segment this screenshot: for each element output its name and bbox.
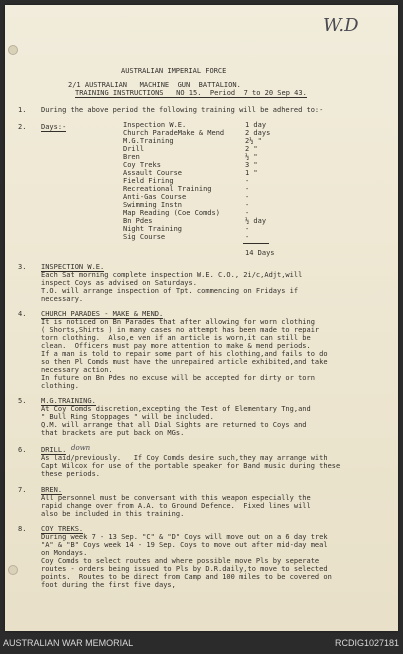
section-4-line: It is noticed on Bn Parades that after allowing for worn clothing [41, 318, 315, 326]
section-2-heading: Days:- [41, 123, 67, 131]
section-5-line: Q.M. will arrange that all Dial Sights are returned to Coys and [41, 421, 307, 429]
section-7-line: All personnel must be conversant with this weapon especially the [41, 494, 311, 502]
punch-hole-bottom [8, 565, 18, 575]
section-3-line: Each Sat morning complete inspection W.E. C.O., 2i/c,Adjt,will [41, 271, 303, 279]
section-8-line: points. Routes to be direct from Camp and 100 miles to be covered on [41, 573, 332, 581]
footer-record-id: RCDIG1027181 [334, 638, 399, 648]
section-8-line: foot during the first five days, [41, 581, 176, 589]
section-8-heading: COY TREKS. [41, 525, 84, 533]
section-1-text: During the above period the following training will be adhered to:- [41, 106, 324, 114]
section-5-heading: M.G.TRAINING. [41, 397, 96, 405]
header-title: TRAINING INSTRUCTIONS NO 15. Period 7 to 20 Sep 43. [75, 89, 307, 97]
section-3-number: 3. [18, 263, 27, 271]
total-divider [243, 243, 269, 244]
section-7-number: 7. [18, 486, 27, 494]
header-force: AUSTRALIAN IMPERIAL FORCE [121, 67, 227, 75]
section-4-line: If a man is told to repair some part of his clothing,and fails to do [41, 350, 328, 358]
section-4-line: In future on Bn Pdes no excuse will be accepted for dirty or torn [41, 374, 315, 382]
section-3-line: inspect Coys as advised on Saturdays. [41, 279, 197, 287]
section-4-line: necessary action. [41, 366, 113, 374]
section-4-heading: CHURCH PARADES - MAKE & MEND. [41, 310, 164, 318]
section-8-line: "A" & "B" Coys week 14 - 19 Sep. Coys to move out after mid-day meal [41, 541, 328, 549]
archive-footer [0, 633, 403, 654]
section-8-line: During week 7 - 13 Sep. "C" & "D" Coys will move out on a 6 day trek [41, 533, 328, 541]
section-7-heading: BREN. [41, 486, 63, 494]
section-3-heading: INSPECTION W.E. [41, 263, 105, 271]
section-4-line: clean. Officers must pay more attention to make & mend periods. [41, 342, 311, 350]
section-2-number: 2. [18, 123, 27, 131]
section-5-line: " Bull Ring Stoppages " will be included. [41, 413, 214, 421]
section-8-line: on Mondays. [41, 549, 88, 557]
section-4-number: 4. [18, 310, 27, 318]
section-5-line: that brackets are put back on MGs. [41, 429, 185, 437]
section-7-line: rapid change over from A.A. to Ground Defence. Fixed lines will [41, 502, 311, 510]
section-6-number: 6. [18, 446, 27, 454]
handwritten-mark: W.D [323, 15, 359, 36]
document-page: W.D AUSTRALIAN IMPERIAL FORCE 2/1 AUSTRALIAN MACHINE GUN BATTALION. TRAINING INSTRUCTIONS NO 15. Period 7 to 20 Sep 43. 1. During the above period the following training will be adhered to:- 2. Days:- Inspection W.E. 1 day Church ParadeMake & Mend 2 days M.G.Training 2½ " Drill 2 " Bren ½ " Coy Treks 3 " Assault Course 1 " Field Firing - Recreational Training - Anti-Gas Course - Swimming Instn - Map Reading (Coe Comds) - Bn Pdes ½ day Night Training - Sig Course - 14 Days 3. INSPECTION W.E. Each Sat morning complete inspection W.E. C.O., 2i/c,Adjt,will inspect Coys as advised on Saturdays. T.O. will arrange inspection of Tpt. commencing on Fridays if necessary. 4. CHURCH PARADES - MAKE & MEND. It is noticed on Bn Parades that after allowing for worn clothing ( Shorts,Shirts ) in many cases no attempt has been made to repair torn clothing. Also,e ven if an article is worn,it can still be clean. Officers must pay more attention to make & mend periods. If a man is told to repair some part of his clothing,and fails to do so then Pl Comds must have the unrepaired article exhibited,and take necessary action. In future on Bn Pdes no excuse will be accepted for dirty or torn clothing. 5. M.G.TRAINING. At Coy Comds discretion,excepting the Test of Elementary Tng,and " Bull Ring Stoppages " will be included. Q.M. will arrange that all Dial Sights are returned to Coys and that brackets are put back on MGs. 6. DRILL. down As laid/previously. If Coy Comds desire such,they may arrange with Capt Wilcox for use of the portable speaker for Band music during these these periods. 7. BREN. All personnel must be conversant with this weapon especially the rapid change over from A.A. to Ground Defence. Fixed lines will also be included in this training. 8. COY TREKS. During week 7 - 13 Sep. "C" & "D" Coys will move out on a 6 day trek "A" & "B" Coys week 14 - 19 Sep. Coys to move out after mid-day meal on Mondays. Coy Comds to select routes and where possible move Pls by seperate routes - orders being issued to Pls by D.R.daily,to move to selected points. Routes to be direct from Camp and 100 miles to be covered on foot during the first five days, [5, 5, 398, 631]
section-8-number: 8. [18, 525, 27, 533]
section-3-line: necessary. [41, 295, 84, 303]
section-4-line: clothing. [41, 382, 79, 390]
footer-source: AUSTRALIAN WAR MEMORIAL [3, 638, 134, 648]
section-6-line: As laid/previously. If Coy Comds desire such,they may arrange with [41, 454, 328, 462]
section-5-line: At Coy Comds discretion,excepting the Test of Elementary Tng,and [41, 405, 311, 413]
section-4-line: ( Shorts,Shirts ) in many cases no attempt has been made to repair [41, 326, 320, 334]
section-6-line: Capt Wilcox for use of the portable speaker for Band music during these [41, 462, 341, 470]
section-6-heading: DRILL. [41, 446, 67, 454]
section-3-line: T.O. will arrange inspection of Tpt. commencing on Fridays if [41, 287, 299, 295]
header-unit: 2/1 AUSTRALIAN MACHINE GUN BATTALION. [68, 81, 241, 89]
handwritten-annotation: down [71, 444, 91, 452]
punch-hole-top [8, 45, 18, 55]
section-4-line: torn clothing. Also,e ven if an article is worn,it can still be [41, 334, 311, 342]
section-7-line: also be included in this training. [41, 510, 185, 518]
total-days: 14 Days [245, 249, 275, 257]
section-6-line: these periods. [41, 470, 101, 478]
section-5-number: 5. [18, 397, 27, 405]
section-1-number: 1. [18, 106, 27, 114]
section-4-line: so then Pl Comds must have the unrepaired article exhibited,and take [41, 358, 328, 366]
section-8-line: Coy Comds to select routes and where possible move Pls by seperate [41, 557, 320, 565]
section-8-line: routes - orders being issued to Pls by D.R.daily,to move to selected [41, 565, 328, 573]
